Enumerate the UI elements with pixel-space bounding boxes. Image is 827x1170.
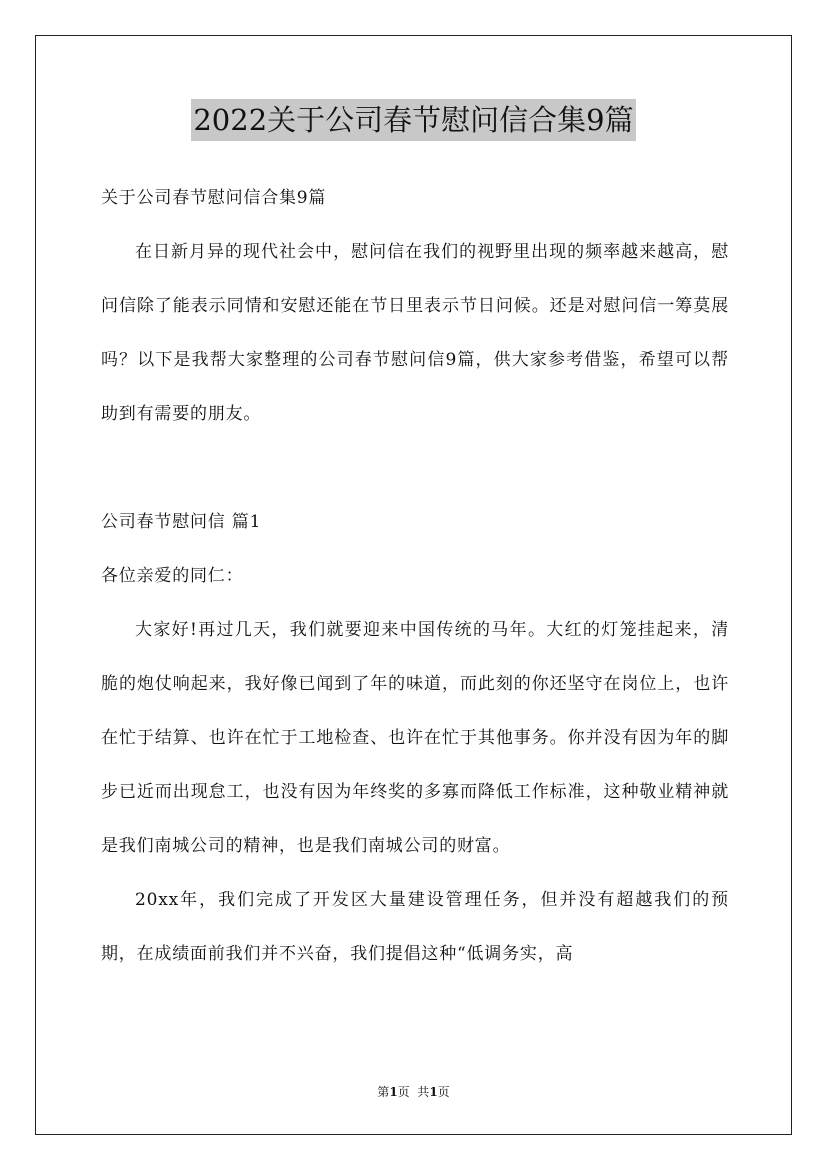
footer-page-current: 1 [389, 1085, 398, 1099]
footer-page-mid: 页 共 [397, 1085, 430, 1099]
body-paragraph-1: 大家好!再过几天，我们就要迎来中国传统的马年。大红的灯笼挂起来，清脆的炮仗响起来，我好像已闻到了年的味道，而此刻的你还坚守在岗位上，也许在忙于结算、也许在忙于工地检查、也许在忙于其他事务。你并没有因为年的脚步已近而出现怠工，也没有因为年终奖的多寡而降低工作标准，这种敬业精神就是我们南城公司的精神，也是我们南城公司的财富。 [101, 620, 729, 856]
document-body [101, 171, 729, 981]
section-heading: 公司春节慰问信 篇1 [101, 512, 262, 532]
section-spacer [101, 441, 729, 495]
document-title: 2022关于公司春节慰问信合集9篇 [191, 99, 635, 141]
document-subtitle: 关于公司春节慰问信合集9篇 [101, 188, 327, 208]
salutation: 各位亲爱的同仁： [101, 566, 244, 586]
footer-page-suffix: 页 [437, 1085, 450, 1099]
footer-page-prefix: 第 [377, 1085, 390, 1099]
footer-page-total: 1 [429, 1085, 438, 1099]
title-container [0, 99, 827, 141]
intro-paragraph: 在日新月异的现代社会中，慰问信在我们的视野里出现的频率越来越高，慰问信除了能表示同情和安慰还能在节日里表示节日问候。还是对慰问信一筹莫展吗？以下是我帮大家整理的公司春节慰问信9篇，供大家参考借鉴，希望可以帮助到有需要的朋友。 [101, 242, 729, 424]
body-paragraph-2: 20xx年，我们完成了开发区大量建设管理任务，但并没有超越我们的预期，在成绩面前我们并不兴奋，我们提倡这种“低调务实，高 [101, 890, 729, 964]
page-footer [0, 1084, 827, 1100]
